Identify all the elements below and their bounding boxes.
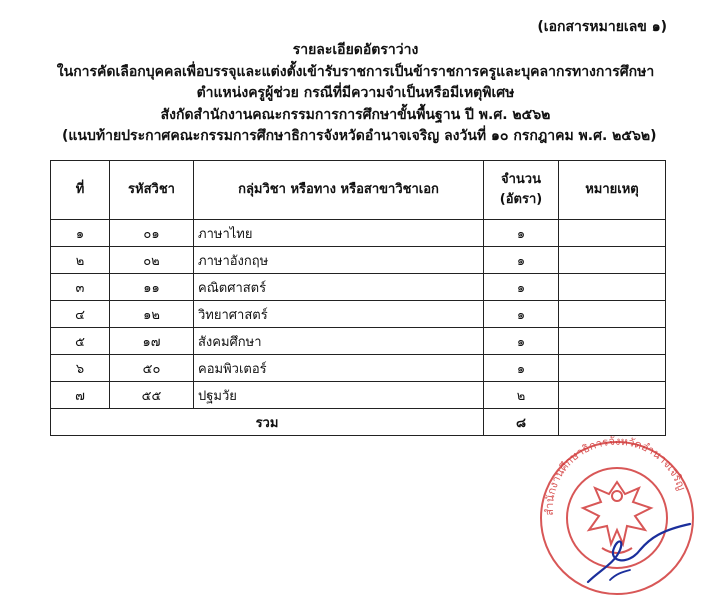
row-no: ๔ [51,301,110,328]
heading-position: ตำแหน่งครูผู้ช่วย กรณีที่มีความจำเป็นหรือมีเหตุพิเศษ [196,85,515,101]
row-code: ๕๐ [110,355,194,382]
row-subject: ปฐมวัย [194,382,484,409]
table-header-row [51,161,666,220]
seal-text: สำนักงานศึกษาธิการจังหวัดอำนาจเจริญ [542,434,689,516]
table-row [51,247,666,274]
row-no: ๕ [51,328,110,355]
row-subject: ภาษาไทย [194,220,484,247]
row-subject: คอมพิวเตอร์ [194,355,484,382]
row-count: ๑ [484,220,559,247]
row-count: ๑ [484,355,559,382]
table-row [51,355,666,382]
row-subject: วิทยาศาสตร์ [194,301,484,328]
table-row [51,328,666,355]
row-remark [559,247,666,274]
signature [580,520,700,590]
table-row [51,274,666,301]
row-remark [559,355,666,382]
row-count: ๑ [484,301,559,328]
row-count: ๑ [484,274,559,301]
document-number: (เอกสารหมายเลข ๑) [537,19,667,35]
row-remark [559,328,666,355]
total-value: ๘ [484,409,559,436]
row-code: ๑๒ [110,301,194,328]
header-subject: กลุ่มวิชา หรือทาง หรือสาขาวิชาเอก [194,161,484,220]
heading-title: รายละเอียดอัตราว่าง [292,42,419,58]
document-heading [0,40,711,148]
row-remark [559,274,666,301]
row-subject: คณิตศาสตร์ [194,274,484,301]
row-count: ๑ [484,328,559,355]
row-no: ๗ [51,382,110,409]
row-subject: สังคมศึกษา [194,328,484,355]
row-no: ๒ [51,247,110,274]
header-count-line1: จำนวน [501,172,541,187]
total-label: รวม [51,409,484,436]
row-code: ๑๗ [110,328,194,355]
row-no: ๓ [51,274,110,301]
vacancy-table [50,160,666,436]
row-code: ๕๕ [110,382,194,409]
header-code: รหัสวิชา [110,161,194,220]
table-row [51,382,666,409]
heading-agency: สังกัดสำนักงานคณะกรรมการการศึกษาขั้นพื้นฐาน ปี พ.ศ. ๒๕๖๒ [160,106,551,123]
header-count [484,161,559,220]
row-remark [559,220,666,247]
row-remark [559,382,666,409]
row-subject: ภาษาอังกฤษ [194,247,484,274]
row-code: ๐๒ [110,247,194,274]
table-row [51,301,666,328]
row-no: ๖ [51,355,110,382]
heading-attachment-note: (แนบท้ายประกาศคณะกรรมการศึกษาธิการจังหวัดอำนาจเจริญ ลงวันที่ ๑๐ กรกฎาคม พ.ศ. ๒๕๖๒) [62,128,657,144]
row-remark [559,301,666,328]
header-remark: หมายเหตุ [559,161,666,220]
row-no: ๑ [51,220,110,247]
header-no: ที่ [51,161,110,220]
table-row [51,220,666,247]
header-count-line2: (อัตรา) [499,192,543,207]
row-count: ๒ [484,382,559,409]
row-count: ๑ [484,247,559,274]
row-code: ๑๑ [110,274,194,301]
heading-purpose: ในการคัดเลือกบุคคลเพื่อบรรจุและแต่งตั้งเข้ารับราชการเป็นข้าราชการครูและบุคลากรทางการศึกษา [56,63,655,80]
row-code: ๐๑ [110,220,194,247]
